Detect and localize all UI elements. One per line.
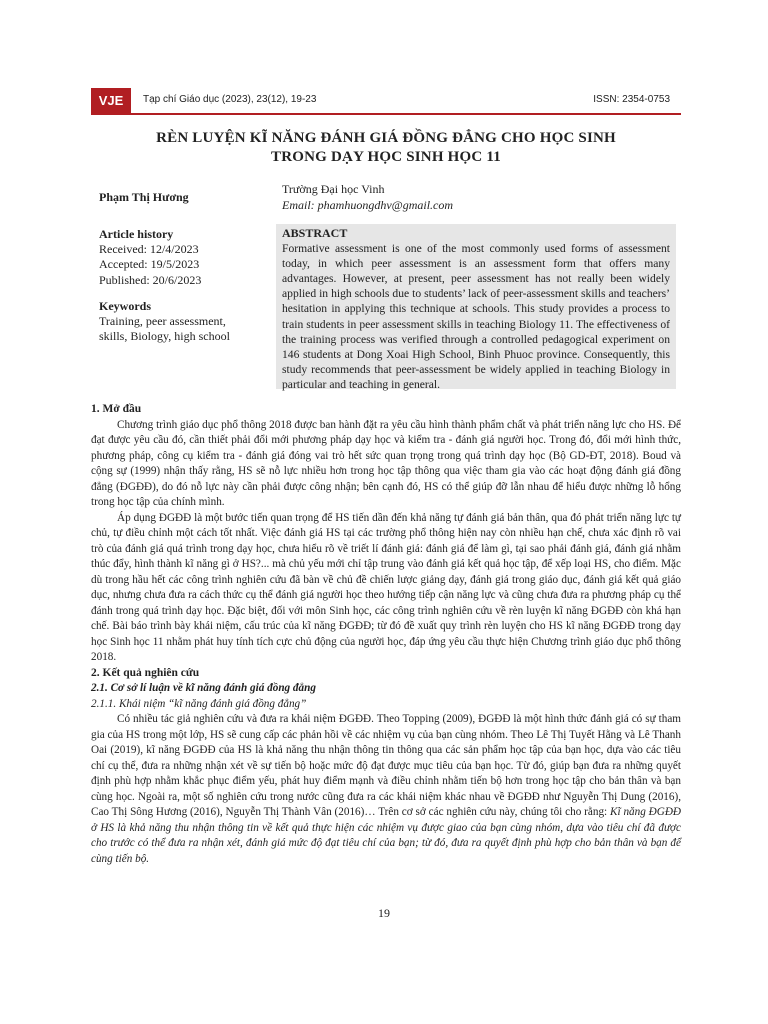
keywords-line-2: skills, Biology, high school [99, 329, 230, 344]
received-date: Received: 12/4/2023 [99, 242, 199, 257]
author-affiliation-block [282, 181, 453, 213]
paragraph-3 [91, 712, 681, 867]
paragraph-1: Chương trình giáo dục phổ thông 2018 được ban hành đặt ra yêu cầu hình thành phẩm chất và phát triển năng lực cho HS. Để đạt được yêu cầu đó, cần thiết phải đổi mới phương pháp dạy học và kiểm tra - đánh giá người học. Trong đó, đổi mới hình thức, phương pháp, công cụ kiểm tra - đánh giá đóng vai trò hết sức quan trọng trong quá trình dạy học (Bộ GD-ĐT, 2018). Boud và cộng sự (1999) nhận thấy rằng, HS sẽ nỗ lực nhiều hơn trong học tập thông qua việc tham gia vào các hoạt động đánh giá đồng đẳng (ĐGĐĐ), do đó nỗ lực này cần phải được công nhận; bên cạnh đó, HS có thể giúp đỡ lẫn nhau để hiểu được những lỗ hổng trong học tập của chính mình. [91, 418, 681, 508]
article-history-heading: Article history [99, 227, 174, 241]
section-heading-results: 2. Kết quả nghiên cứu [91, 666, 200, 679]
header-divider [91, 113, 681, 115]
author-email: Email: phamhuongdhv@gmail.com [282, 198, 454, 212]
journal-citation: Tạp chí Giáo dục (2023), 23(12), 19-23 [143, 94, 317, 105]
journal-logo: VJE [91, 88, 131, 113]
keywords-heading: Keywords [99, 299, 151, 313]
paragraph-3-text: Có nhiều tác giả nghiên cứu và đưa ra khái niệm ĐGĐĐ. Theo Topping (2009), ĐGĐĐ là một hình thức đánh giá có sự tham gia của HS trong một lớp, HS sẽ cung cấp các phản hồi về các nhiệm vụ của bạn cùng nhóm. Theo Lê Thị Tuyết Hằng và Lê Thanh Oai (2019), kĩ năng ĐGĐĐ của HS là khả năng thu nhận thông tin thông qua các sản phẩm học tập của bạn học, dựa vào các tiêu chí cụ thể, đưa ra những nhận xét về sự tiến bộ hoặc mức độ đạt được mục tiêu của bạn học. Từ đó, giúp bạn đưa ra những quyết định phù hợp nhằm khắc phục điểm yếu, phát huy điểm mạnh và điều chỉnh nhằm tiến bộ hơn trong học tập cho bản thân và bạn cùng học. Ngoài ra, một số nghiên cứu trong nước cũng đưa ra các khái niệm khác nhau về ĐGĐĐ như Nguyễn Thị Dung (2016), Cao Thị Sông Hương (2016), Nguyễn Thị Thành Vân (2016)… Trên cơ sở các nghiên cứu này, chúng tôi cho rằng: [91, 713, 681, 818]
issn: ISSN: 2354-0753 [593, 94, 670, 105]
paragraph-3-definition: Kĩ năng ĐGĐĐ ở HS là khả năng thu nhận thông tin về kết quả thực hiện các nhiệm vụ được giao của bạn cùng nhóm, dựa vào tiêu chí đã được cho trước có thể đưa ra nhận xét, đánh giá mức độ đạt tiêu chí của bạn; từ đó, đưa ra quyết định phù hợp cho bản thân và bạn để cùng tiến bộ. [91, 806, 681, 865]
abstract-box [276, 224, 676, 389]
keywords [99, 299, 230, 345]
journal-header [91, 88, 681, 113]
published-date: Published: 20/6/2023 [99, 272, 202, 287]
paragraph-2: Áp dụng ĐGĐĐ là một bước tiến quan trọng để HS tiến dần đến khả năng tự đánh giá bản thân, qua đó phát triển năng lực tự chủ, tự điều chỉnh một cách tốt nhất. Việc đánh giá HS tại các trường phổ thông hiện nay còn nhiều hạn chế, chưa xác định rõ vai trò của đánh giá quá trình trong dạy học, chưa hiểu rõ về triết lí đánh giá: đánh giá để làm gì, tại sao phải đánh giá, đánh giá nhằm thúc đẩy, hình thành kĩ năng gì ở HS?... mà chủ yếu mới chỉ tập trung vào đánh giá kết quả học tập, để xếp loại HS, cho điểm. Mặc dù trong hầu hết các công trình nghiên cứu đã bàn về chủ đề chiến lược giảng dạy, đánh giá trong giáo dục, đánh giá kết quả giáo dục, nhưng chưa đưa ra cách thức cụ thể đánh giá người học theo hướng tiếp cận năng lực và cũng chưa đưa ra phương pháp cụ thể đánh trong quá trình dạy học. Đặc biệt, đối với môn Sinh học, các công trình nghiên cứu về rèn luyện kĩ năng ĐGĐĐ còn khá hạn chế. Bài báo trình bày khái niệm, cấu trúc của kĩ năng ĐGĐĐ; từ đó đề xuất quy trình rèn luyện cho HS kĩ năng ĐGĐĐ trong dạy học Sinh học 11 nhằm phát huy tính tích cực chủ động của người học, đáp ứng yêu cầu thực hiện Chương trình giáo dục phổ thông 2018. [91, 511, 681, 663]
keywords-line-1: Training, peer assessment, [99, 314, 226, 329]
section-heading-intro: 1. Mở đầu [91, 403, 142, 415]
page-number: 19 [378, 906, 390, 920]
affiliation: Trường Đại học Vinh [282, 182, 385, 196]
paper-title-line-1: RÈN LUYỆN KĨ NĂNG ĐÁNH GIÁ ĐỒNG ĐẲNG CHO HỌC SINH [156, 130, 616, 146]
article-history [99, 227, 201, 288]
abstract-heading: ABSTRACT [282, 226, 348, 240]
subsection-heading-2-1: 2.1. Cơ sở lí luận về kĩ năng đánh giá đồng đẳng [91, 682, 316, 694]
abstract-text: Formative assessment is one of the most commonly used forms of assessment today, in which peer assessment is an assessment form that offers many advantages. However, at present, peer assessment has not really been widely applied in high schools due to students’ lack of peer-assessment skills and teachers’ hesitation in applying this technique at schools. This study provides a process to train students in peer assessment skills in teaching Biology 11. The effectiveness of the training process was verified through a controlled pedagogical experiment on 146 students at Dong Xoai High School, Binh Phuoc province. Consequently, this study recommends that peer-assessment be widely applied in teaching Biology in particular and teaching in general. [282, 242, 670, 391]
author-name: Phạm Thị Hương [99, 190, 189, 204]
article-body [91, 402, 681, 867]
accepted-date: Accepted: 19/5/2023 [99, 257, 200, 272]
paper-title-line-2: TRONG DẠY HỌC SINH HỌC 11 [271, 149, 501, 165]
subsection-heading-2-1-1: 2.1.1. Khái niệm “kĩ năng đánh giá đồng đẳng” [91, 697, 307, 710]
